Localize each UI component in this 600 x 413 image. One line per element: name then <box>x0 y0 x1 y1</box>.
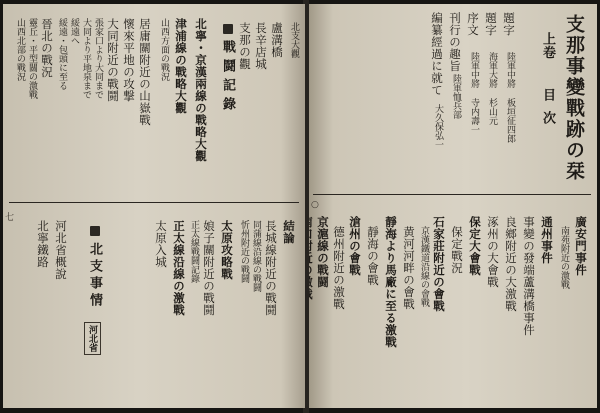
toc-label: 目次 <box>540 88 555 134</box>
front-item-author: 陸軍中將 板垣征四郎 <box>505 52 515 143</box>
toc-subentry: 綏遠・包頭に至る <box>57 18 67 90</box>
toc-subentry: 綏遠へ <box>69 18 79 45</box>
appendix-marker <box>90 226 100 236</box>
page-number-right: ○ <box>311 200 319 210</box>
front-item: 盧溝橋 <box>270 22 284 58</box>
toc-entry: 良鄉附近の大激戰 <box>504 216 518 312</box>
appendix-item: 北寧鐵路 <box>36 220 50 268</box>
front-item: 題字 <box>484 12 498 36</box>
toc-subentry: 忻州附近の戰鬪 <box>239 220 249 283</box>
toc-entry: 涿州の大會戰 <box>486 216 500 288</box>
book-title: 支那事變戰跡の栞 <box>563 14 585 182</box>
front-item-author: 陸軍中將 寺内壽一 <box>469 52 479 134</box>
toc-entry: 廣安門事件 <box>574 216 588 276</box>
front-item: 長辛店城 <box>254 22 268 70</box>
front-item: 北支大觀 <box>289 22 299 58</box>
toc-entry: 保定大會戰 <box>468 216 482 276</box>
section-divider <box>9 202 299 203</box>
toc-entry: 保定戰況 <box>450 226 464 274</box>
toc-entry: 居庸關附近の山嶽戰 <box>138 18 152 126</box>
toc-subentry: 大同より平地泉まで <box>81 18 91 99</box>
part-heading: 北寧・京漢兩線の戰略大觀 <box>194 18 208 162</box>
toc-entry: 石家莊附近の會戰 <box>432 216 446 312</box>
toc-entry: 太原入城 <box>154 220 168 268</box>
toc-entry: 長城線附近の戰鬪 <box>264 220 278 316</box>
appendix-item: 河北省概說 <box>54 220 68 280</box>
front-item: 編纂經過に就て <box>430 12 444 96</box>
appendix-heading: 北支事情 <box>87 242 102 310</box>
front-item: 題字 <box>502 12 516 36</box>
toc-subentry: 山西方面の戰況 <box>159 18 169 81</box>
toc-entry: 事變の發端蘆溝橋事件 <box>522 216 536 336</box>
toc-entry: 娘子關附近の戰鬪 <box>202 220 216 316</box>
front-item: 序文 <box>466 12 480 36</box>
volume-label: 上卷 <box>540 32 555 59</box>
front-item: 支那の觀 <box>238 22 252 70</box>
toc-entry: 大同附近の戰鬪 <box>106 18 120 102</box>
toc-subentry: 張家口より大同まで <box>93 18 103 99</box>
toc-entry: 結論 <box>282 220 296 244</box>
toc-subentry: 山西北部の戰況 <box>15 18 25 81</box>
toc-entry: 正太線沿線の激戰 <box>172 220 186 316</box>
toc-subentry: 同蒲線沿線の戰鬪 <box>251 220 261 292</box>
page-number-left: 七 <box>5 213 15 223</box>
toc-entry: 靜海の會戰 <box>366 226 380 286</box>
toc-subentry: 靈丘・平型關の激戰 <box>27 18 37 99</box>
toc-entry: 懷來平地の攻撃 <box>122 18 136 102</box>
toc-subentry: 正太線戰鬪記錄 <box>189 220 199 283</box>
toc-entry: 德州附近の激戰 <box>332 226 346 310</box>
part-subheading: 津浦線の戰略大觀 <box>174 18 188 114</box>
section-divider <box>313 194 591 195</box>
toc-entry: 滄州の會戰 <box>348 216 362 276</box>
toc-entry: 靜海より馬廠に至る激戰 <box>384 216 398 348</box>
front-item-author: 海軍大將 杉山元 <box>487 52 497 125</box>
toc-entry: 晉北の戰況 <box>40 18 54 78</box>
left-page <box>3 4 305 408</box>
appendix-tag: 河北省 <box>84 322 101 355</box>
subtitle-marker: 戰鬪記錄 <box>220 40 235 116</box>
toc-entry: 太原攻略戰 <box>220 220 234 280</box>
front-item-author: 大久保弘一 <box>433 104 443 149</box>
toc-entry: 黄河河畔の會戰 <box>402 226 416 310</box>
toc-subentry: 南苑附近の激戰 <box>559 226 569 289</box>
toc-entry: 通州事件 <box>540 216 554 264</box>
heading-marker <box>223 24 233 34</box>
front-item: 刊行の趣旨 <box>448 12 462 72</box>
toc-subentry: 京漢鐵道沿線の會戰 <box>419 226 429 307</box>
toc-entry: 京滬線の戰闘 <box>316 216 330 288</box>
right-page <box>307 4 597 408</box>
front-item-author: 陸軍恤兵部 <box>451 74 461 119</box>
